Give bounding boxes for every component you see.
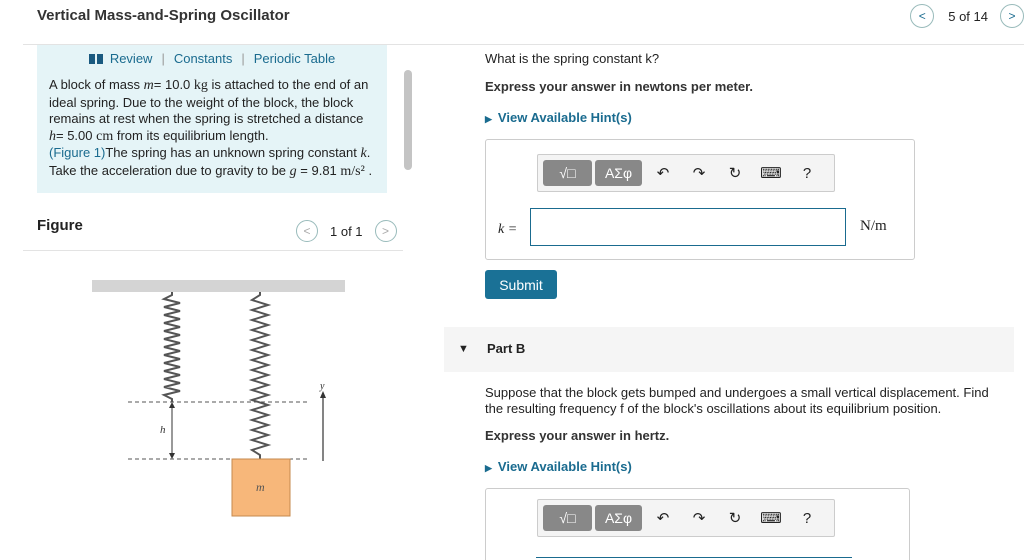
undo-icon[interactable]: ↶ [656,510,670,527]
keyboard-icon[interactable]: ⌨ [760,165,782,182]
next-figure-button[interactable]: > [375,220,397,242]
figure-counter: 1 of 1 [330,223,363,239]
prev-figure-button[interactable]: < [296,220,318,242]
submit-button[interactable]: Submit [485,270,557,299]
reset-icon[interactable]: ↻ [728,165,742,182]
mass-label: m [256,480,265,494]
problem-statement: A block of mass m= 10.0 kg is attached to the end of an ideal spring. Due to the weight of the block, the block remains at rest when the spring is stretched a distance h= 5.00 cm from its equilibrium length. (Figure 1)The spring has an unknown spring constant k. Take the acceleration due to gravity to be g = 9.81 m/s² . [49,77,373,179]
info-scrollbar[interactable] [404,70,412,170]
book-icon [89,54,103,64]
symbols-button[interactable]: ΑΣφ [595,160,642,186]
problem-info-panel [37,45,387,193]
help-icon[interactable]: ? [802,164,812,182]
templates-button[interactable]: √□ [543,160,592,186]
problem-counter: 5 of 14 [948,8,988,24]
templates-button[interactable]: √□ [543,505,592,531]
unstretched-spring [164,292,180,402]
spring-figure [80,275,370,525]
ceiling-bar [92,280,345,292]
periodic-table-link[interactable]: Periodic Table [253,51,336,66]
h-arrow-bottom [169,453,175,459]
part-a-question: What is the spring constant k? [485,51,660,66]
part-b-title: Part B [487,341,526,356]
keyboard-icon[interactable]: ⌨ [760,510,782,527]
caret-down-icon: ▼ [458,343,469,355]
figure-heading: Figure [37,217,83,234]
link-separator: | [161,51,165,66]
math-toolbar [537,499,835,537]
answer-variable-label: k = [498,222,518,237]
answer-unit: N/m [860,218,887,234]
part-a-express: Express your answer in newtons per meter. [485,79,754,94]
figure-link[interactable]: (Figure 1) [49,145,106,160]
part-b-express: Express your answer in hertz. [485,428,670,443]
y-axis-arrow [320,391,326,398]
redo-icon[interactable]: ↷ [692,510,706,527]
symbols-button[interactable]: ΑΣφ [595,505,642,531]
page-title: Vertical Mass-and-Spring Oscillator [37,7,290,24]
figure-divider [23,250,403,251]
part-a-hint-toggle[interactable]: ▶ View Available Hint(s) [485,110,632,125]
part-b-answer-box [485,488,910,560]
caret-right-icon: ▶ [485,114,492,124]
undo-icon[interactable]: ↶ [656,165,670,182]
stretched-spring [252,292,268,459]
y-label: y [320,381,325,392]
problem-pager [910,4,1024,28]
review-link[interactable]: Review [109,51,153,66]
redo-icon[interactable]: ↷ [692,165,706,182]
part-b-header[interactable] [444,327,1014,372]
part-a-answer-box [485,139,915,260]
link-separator: | [241,51,245,66]
caret-right-icon: ▶ [485,463,492,473]
next-problem-button[interactable]: > [1000,4,1024,28]
h-arrow-top [169,402,175,408]
figure-pager [296,220,397,242]
answer-input[interactable] [530,208,846,246]
prev-problem-button[interactable]: < [910,4,934,28]
part-b-hint-toggle[interactable]: ▶ View Available Hint(s) [485,459,632,474]
part-b-question: Suppose that the block gets bumped and undergoes a small vertical displacement. Find the resulting frequency f of the block's oscillations about its equilibrium position. [485,385,989,416]
constants-link[interactable]: Constants [173,51,233,66]
reset-icon[interactable]: ↻ [728,510,742,527]
resource-links [49,51,375,66]
math-toolbar [537,154,835,192]
h-label: h [160,424,166,436]
help-icon[interactable]: ? [802,509,812,527]
